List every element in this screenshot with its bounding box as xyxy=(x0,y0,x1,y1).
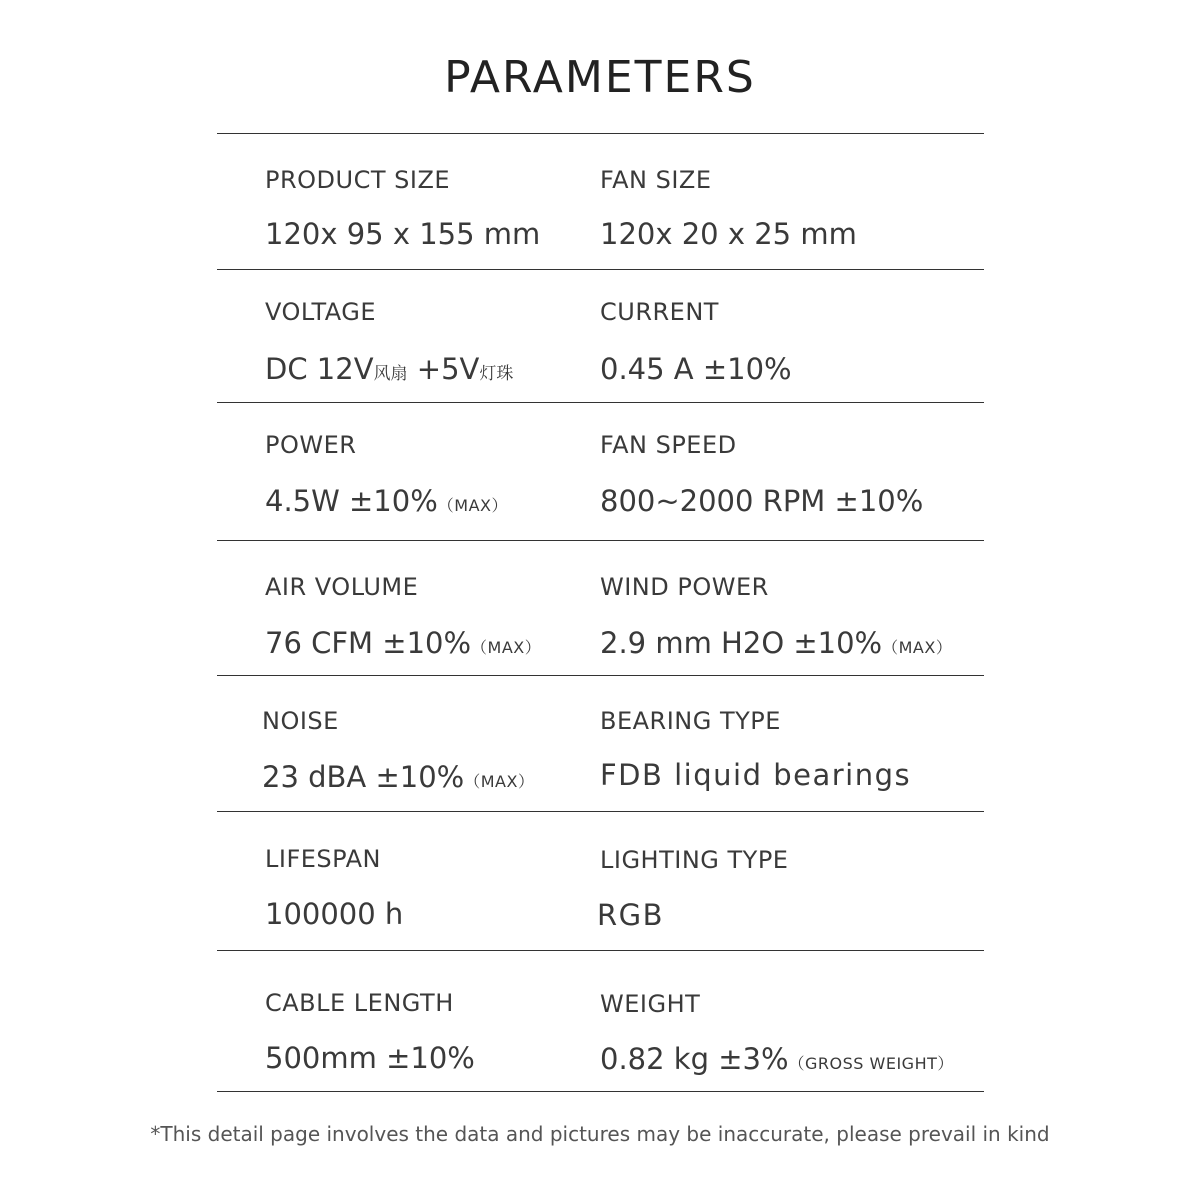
wind-power-note: （MAX） xyxy=(882,638,953,657)
param-label-fan-size: FAN SIZE xyxy=(600,166,712,194)
param-value-voltage xyxy=(265,352,513,386)
param-label-lighting-type: LIGHTING TYPE xyxy=(600,846,789,874)
air-volume-value: 76 CFM ±10% xyxy=(265,626,472,660)
power-note: （MAX） xyxy=(437,496,508,515)
param-label-air-volume: AIR VOLUME xyxy=(265,573,419,601)
param-label-wind-power: WIND POWER xyxy=(600,573,769,601)
param-label-current: CURRENT xyxy=(600,298,719,326)
air-volume-note: （MAX） xyxy=(471,638,542,657)
divider xyxy=(217,540,984,541)
param-label-fan-speed: FAN SPEED xyxy=(600,431,737,459)
divider xyxy=(217,402,984,403)
divider xyxy=(217,675,984,676)
voltage-led-note: 灯珠 xyxy=(479,364,514,384)
voltage-led-value: +5V xyxy=(407,352,480,386)
param-value-power xyxy=(265,484,508,518)
voltage-fan-note: 风扇 xyxy=(373,364,408,384)
divider xyxy=(217,1091,984,1092)
footnote: *This detail page involves the data and pictures may be inaccurate, please prevail in kind xyxy=(150,1122,1050,1146)
param-label-cable-length: CABLE LENGTH xyxy=(265,989,454,1017)
page-title: PARAMETERS xyxy=(444,52,756,103)
weight-note: （GROSS WEIGHT） xyxy=(788,1054,954,1073)
divider xyxy=(217,269,984,270)
param-label-lifespan: LIFESPAN xyxy=(265,845,381,873)
param-label-voltage: VOLTAGE xyxy=(265,298,377,326)
noise-note: （MAX） xyxy=(464,772,535,791)
param-value-bearing-type: FDB liquid bearings xyxy=(600,758,912,792)
divider xyxy=(217,950,984,951)
param-value-lighting-type: RGB xyxy=(597,898,665,932)
noise-value: 23 dBA ±10% xyxy=(262,760,465,794)
param-value-wind-power xyxy=(600,626,952,660)
param-label-noise: NOISE xyxy=(262,707,339,735)
voltage-fan-value: DC 12V xyxy=(265,352,374,386)
param-value-weight xyxy=(600,1042,954,1076)
param-value-fan-size: 120x 20 x 25 mm xyxy=(600,217,857,251)
divider xyxy=(217,811,984,812)
weight-value: 0.82 kg ±3% xyxy=(600,1042,789,1076)
param-value-cable-length: 500mm ±10% xyxy=(265,1041,475,1075)
param-label-power: POWER xyxy=(265,431,357,459)
param-value-air-volume xyxy=(265,626,541,660)
param-value-fan-speed: 800~2000 RPM ±10% xyxy=(600,484,924,518)
param-label-product-size: PRODUCT SIZE xyxy=(265,166,451,194)
divider xyxy=(217,133,984,134)
param-value-noise xyxy=(262,760,534,794)
wind-power-value: 2.9 mm H2O ±10% xyxy=(600,626,883,660)
param-value-current: 0.45 A ±10% xyxy=(600,352,792,386)
power-value: 4.5W ±10% xyxy=(265,484,438,518)
param-value-product-size: 120x 95 x 155 mm xyxy=(265,217,541,251)
param-label-weight: WEIGHT xyxy=(600,990,701,1018)
param-value-lifespan: 100000 h xyxy=(265,897,404,931)
param-label-bearing-type: BEARING TYPE xyxy=(600,707,781,735)
